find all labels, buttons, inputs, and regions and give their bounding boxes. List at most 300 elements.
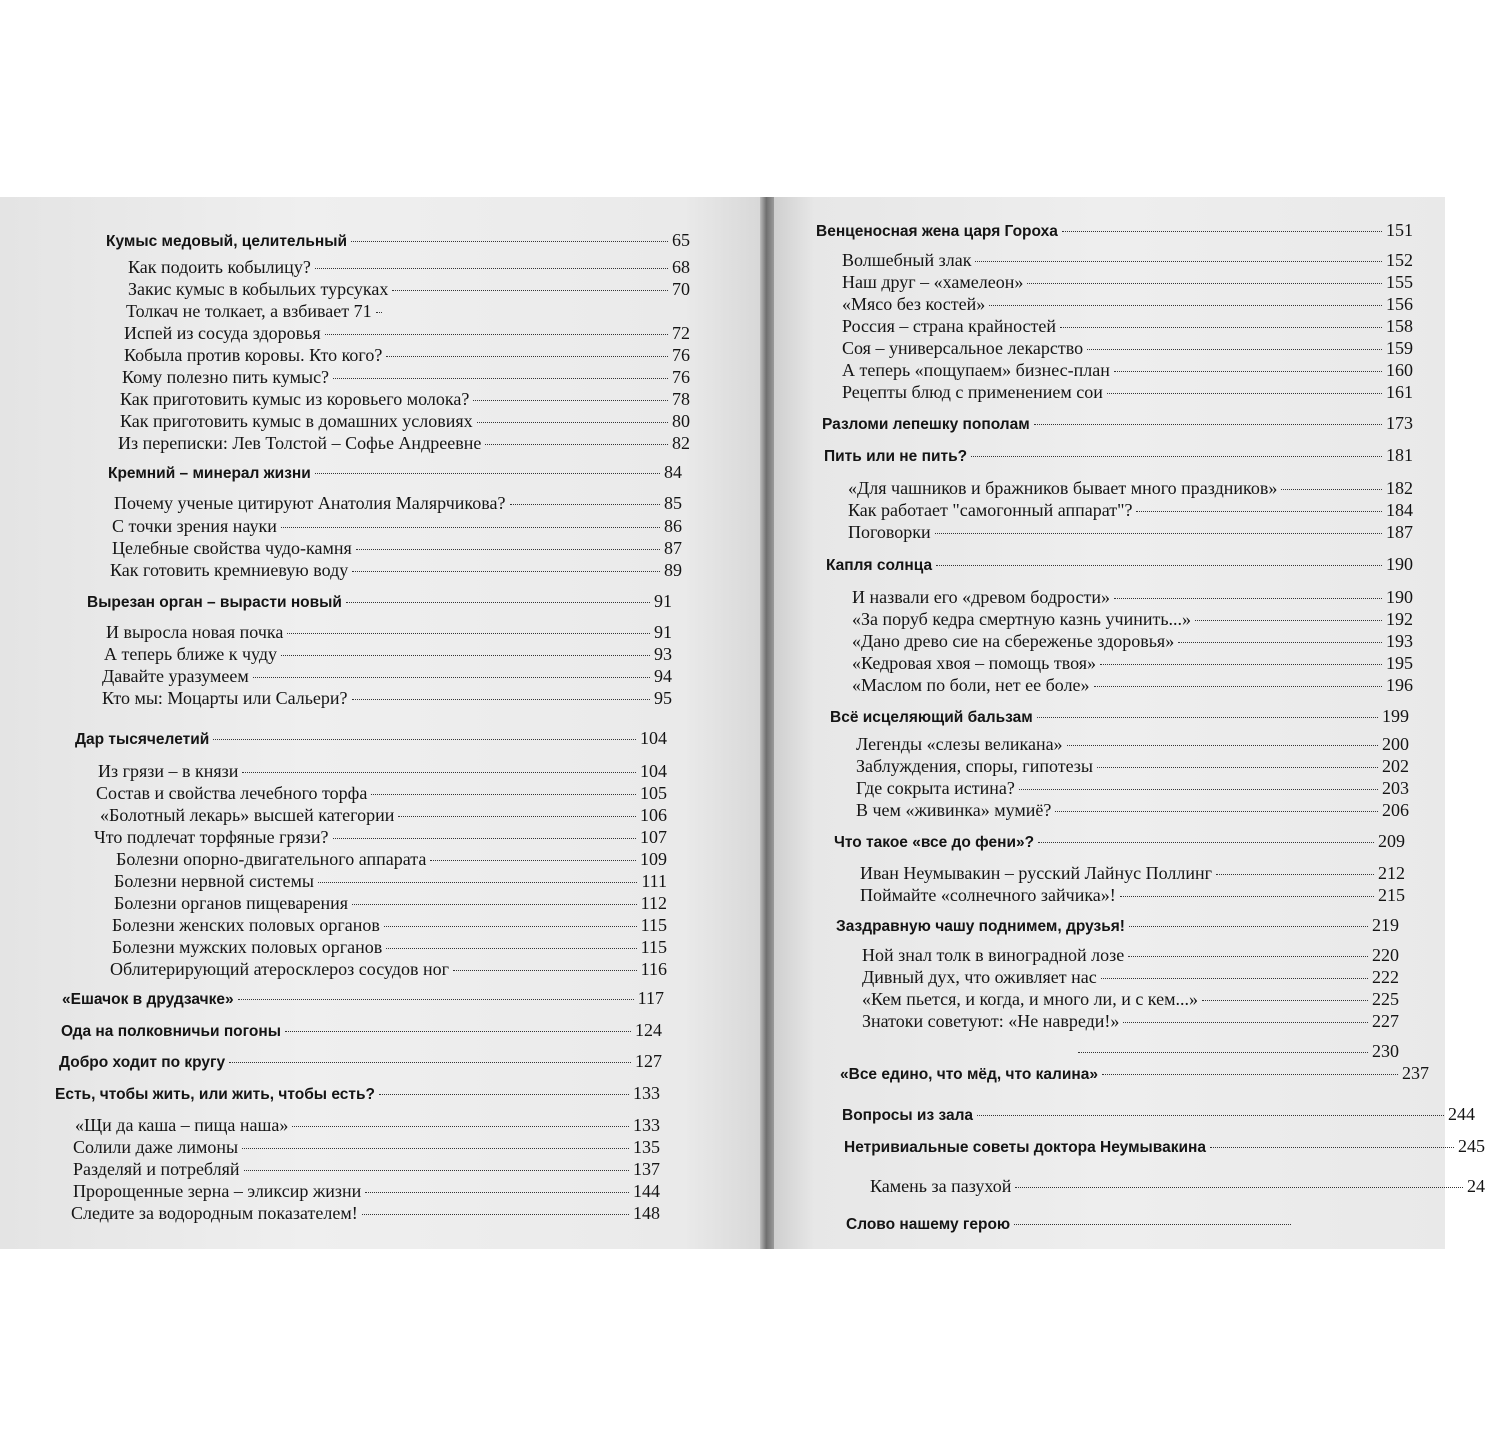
- toc-entry: [120, 389, 690, 411]
- toc-entry: [98, 761, 667, 783]
- right-page: [774, 197, 1485, 1249]
- toc-entry-page: 225: [1372, 989, 1399, 1009]
- toc-entry-page: 104: [640, 728, 667, 748]
- toc-entry-page: 135: [633, 1137, 660, 1157]
- toc-entry: [73, 1137, 660, 1159]
- dot-leader: [1216, 874, 1374, 875]
- toc-entry: [842, 316, 1413, 338]
- toc-entry: [116, 849, 667, 871]
- toc-entry: [852, 653, 1413, 675]
- dot-leader: [386, 356, 668, 357]
- toc-entry: [94, 827, 667, 849]
- toc-entry: [55, 1083, 660, 1105]
- toc-entry-title: Дар тысячелетий: [75, 731, 210, 748]
- toc-entry: [106, 622, 672, 644]
- dot-leader: [362, 1214, 629, 1215]
- toc-entry: [126, 301, 372, 323]
- toc-entry-title: «Ешачок в друдзачке»: [62, 991, 234, 1008]
- dot-leader: [315, 268, 668, 269]
- toc-entry-page: 212: [1378, 863, 1405, 883]
- dot-leader: [1100, 664, 1382, 665]
- toc-entry-title: Болезни мужских половых органов: [112, 937, 383, 957]
- toc-entry-page: 199: [1382, 706, 1409, 726]
- dot-leader: [238, 999, 634, 1000]
- toc-entry-title: Болезни органов пищеварения: [114, 893, 349, 913]
- toc-entry: [100, 805, 667, 827]
- toc-entry-title: Следите за водородным показателем!: [71, 1203, 358, 1223]
- toc-entry: [75, 728, 667, 750]
- toc-entry-page: 184: [1386, 500, 1413, 520]
- toc-entry: [108, 462, 682, 484]
- toc-entry-title: Что такое «все до фени»?: [834, 834, 1035, 851]
- dot-leader: [1014, 1224, 1291, 1225]
- toc-entry-title: Кумыс медовый, целительный: [106, 233, 348, 250]
- toc-entry-title: «Все едино, что мёд, что калина»: [840, 1066, 1099, 1083]
- dot-leader: [1195, 620, 1382, 621]
- toc-entry-title: И назвали его «древом бодрости»: [852, 587, 1110, 607]
- toc-entry-page: 196: [1386, 675, 1413, 695]
- toc-entry-title: Как приготовить кумыс из коровьего молока?: [120, 389, 470, 409]
- dot-leader: [1123, 1022, 1368, 1023]
- toc-entry: [856, 778, 1409, 800]
- toc-entry-title: Ной знал толк в виноградной лозе: [862, 945, 1125, 965]
- toc-entry: [73, 1181, 660, 1203]
- toc-entry: [822, 413, 1413, 435]
- dot-leader: [485, 444, 668, 445]
- dot-leader: [351, 241, 668, 242]
- toc-entry-title: Россия – страна крайностей: [842, 316, 1057, 336]
- toc-entry-page: 148: [633, 1203, 660, 1223]
- dot-leader: [1060, 327, 1382, 328]
- toc-entry-page: 94: [654, 666, 672, 686]
- toc-entry-title: А теперь «пощупаем» бизнес-план: [842, 360, 1110, 380]
- toc-entry: [860, 885, 1405, 907]
- dot-leader: [1078, 1052, 1368, 1053]
- toc-entry-page: 87: [664, 538, 682, 558]
- dot-leader: [935, 533, 1382, 534]
- toc-entry-page: 206: [1382, 800, 1409, 820]
- dot-leader: [1062, 231, 1382, 232]
- dot-leader: [376, 312, 382, 313]
- dot-leader: [1202, 1000, 1368, 1001]
- toc-entry-page: 84: [664, 462, 682, 482]
- dot-leader: [213, 739, 636, 740]
- toc-entry: [124, 323, 690, 345]
- toc-entry-title: Дивный дух, что оживляет нас: [862, 967, 1097, 987]
- toc-entry-page: 104: [640, 761, 667, 781]
- toc-entry: [852, 631, 1413, 653]
- toc-entry: [856, 734, 1409, 756]
- toc-entry-title: Что подлечат торфяные грязи?: [94, 827, 329, 847]
- dot-leader: [975, 261, 1382, 262]
- toc-entry: [860, 863, 1405, 885]
- toc-entry: [842, 338, 1413, 360]
- dot-leader: [430, 860, 636, 861]
- dot-leader: [977, 1115, 1444, 1116]
- toc-entry-title: Камень за пазухой: [870, 1176, 1012, 1196]
- dot-leader: [325, 334, 668, 335]
- toc-entry: [62, 988, 664, 1010]
- dot-leader: [1101, 978, 1368, 979]
- toc-entry-title: Разделяй и потребляй: [73, 1159, 240, 1179]
- toc-entry-page: 182: [1386, 478, 1413, 498]
- dot-leader: [386, 948, 636, 949]
- toc-entry-title: Знатоки советуют: «Не навреди!»: [862, 1011, 1120, 1031]
- toc-entry-page: 161: [1386, 382, 1413, 402]
- toc-entry-title: Поговорки: [848, 522, 931, 542]
- toc-entry: [106, 230, 690, 252]
- dot-leader: [1114, 371, 1382, 372]
- toc-entry-title: И выросла новая почка: [106, 622, 284, 642]
- dot-leader: [318, 882, 637, 883]
- dot-leader: [1102, 1074, 1398, 1075]
- toc-entry-page: 93: [654, 644, 672, 664]
- toc-entry: [61, 1020, 662, 1042]
- toc-entry: [124, 345, 690, 367]
- dot-leader: [352, 904, 637, 905]
- dot-leader: [1114, 598, 1382, 599]
- toc-entry-page: 190: [1386, 554, 1413, 574]
- toc-entry-title: «Для чашников и бражников бывает много праздников»: [848, 478, 1278, 498]
- toc-entry-title: Почему ученые цитируют Анатолия Малярчикова?: [114, 493, 506, 513]
- toc-entry: [862, 945, 1399, 967]
- toc-entry-title: Болезни опорно-двигательного аппарата: [116, 849, 427, 869]
- toc-entry: [842, 294, 1413, 316]
- dot-leader: [1015, 1187, 1463, 1188]
- toc-entry-title: «Кедровая хвоя – помощь твоя»: [852, 653, 1097, 673]
- toc-entry-page: 173: [1386, 413, 1413, 433]
- toc-entry-title: Слово нашему герою: [846, 1216, 1011, 1233]
- toc-entry: [834, 831, 1405, 853]
- dot-leader: [1019, 789, 1378, 790]
- toc-entry: [71, 1203, 660, 1225]
- toc-entry-title: Как готовить кремниевую воду: [110, 560, 349, 580]
- toc-entry-title: Где сокрыта истина?: [856, 778, 1015, 798]
- toc-entry-title: Волшебный злак: [842, 250, 972, 270]
- toc-entry: [836, 915, 1399, 937]
- toc-entry-title: Венценосная жена царя Гороха: [816, 223, 1058, 240]
- dot-leader: [1027, 283, 1382, 284]
- toc-entry-page: 116: [640, 959, 667, 979]
- toc-entry-title: Облитерирующий атеросклероз сосудов ног: [110, 959, 450, 979]
- dot-leader: [1107, 393, 1382, 394]
- toc-entry: [846, 1216, 1295, 1238]
- toc-entry-title: Как подоить кобылицу?: [128, 257, 311, 277]
- toc-entry: [118, 433, 690, 455]
- toc-entry-page: 187: [1386, 522, 1413, 542]
- toc-entry: [102, 688, 672, 710]
- toc-entry-title: Кремний – минерал жизни: [108, 465, 311, 482]
- toc-entry: [114, 871, 667, 893]
- toc-entry: [824, 445, 1413, 467]
- toc-entry-page: 137: [633, 1159, 660, 1179]
- toc-entry: [110, 560, 682, 582]
- toc-entry-title: Капля солнца: [826, 557, 933, 574]
- toc-entry-title: Нетривиальные советы доктора Неумывакина: [844, 1139, 1206, 1156]
- toc-entry-page: 209: [1378, 831, 1405, 851]
- toc-entry: [856, 756, 1409, 778]
- dot-leader: [244, 1170, 629, 1171]
- toc-entry-title: Толкач не толкает, а взбивает 71: [126, 301, 372, 321]
- dot-leader: [1037, 717, 1378, 718]
- toc-entry-title: Разломи лепешку пополам: [822, 416, 1030, 433]
- toc-entry-page: 227: [1372, 1011, 1399, 1031]
- toc-entry-title: «Мясо без костей»: [842, 294, 986, 314]
- dot-leader: [242, 772, 636, 773]
- dot-leader: [1038, 842, 1374, 843]
- toc-entry-title: Есть, чтобы жить, или жить, чтобы есть?: [55, 1086, 375, 1103]
- toc-entry: [112, 516, 682, 538]
- toc-entry-page: 159: [1386, 338, 1413, 358]
- toc-entry-page: 107: [640, 827, 667, 847]
- dot-leader: [365, 1192, 629, 1193]
- toc-entry-page: 91: [654, 591, 672, 611]
- toc-entry-title: Кобыла против коровы. Кто кого?: [124, 345, 383, 365]
- toc-entry-page: 193: [1386, 631, 1413, 651]
- toc-entry-page: 160: [1386, 360, 1413, 380]
- book-gutter: [760, 197, 774, 1249]
- toc-entry: [59, 1051, 662, 1073]
- toc-entry-page: 192: [1386, 609, 1413, 629]
- toc-entry-title: Закис кумыс в кобыльих турсуках: [128, 279, 389, 299]
- dot-leader: [1120, 896, 1374, 897]
- toc-entry: [128, 279, 690, 301]
- toc-entry-page: 72: [672, 323, 690, 343]
- toc-entry-title: Кому полезно пить кумыс?: [122, 367, 330, 387]
- toc-entry-page: 112: [640, 893, 667, 913]
- toc-entry: [848, 522, 1413, 544]
- dot-leader: [971, 456, 1382, 457]
- dot-leader: [253, 677, 650, 678]
- toc-entry: [128, 257, 690, 279]
- toc-entry: [1074, 1041, 1399, 1063]
- toc-entry-page: 124: [635, 1020, 662, 1040]
- toc-entry-page: 117: [637, 988, 664, 1008]
- toc-entry-page: 127: [635, 1051, 662, 1071]
- toc-entry-title: Как работает "самогонный аппарат"?: [848, 500, 1133, 520]
- toc-entry-page: 155: [1386, 272, 1413, 292]
- toc-entry-title: «Болотный лекарь» высшей категории: [100, 805, 395, 825]
- dot-leader: [473, 400, 668, 401]
- toc-entry-page: 237: [1402, 1063, 1429, 1083]
- toc-entry-title: «За поруб кедра смертную казнь учинить...»: [852, 609, 1192, 629]
- toc-entry-title: Иван Неумывакин – русский Лайнус Поллинг: [860, 863, 1213, 883]
- dot-leader: [1210, 1147, 1454, 1148]
- toc-entry-page: 133: [633, 1083, 660, 1103]
- dot-leader: [1087, 349, 1382, 350]
- toc-entry-title: Испей из сосуда здоровья: [124, 323, 321, 343]
- toc-entry: [848, 478, 1413, 500]
- toc-entry-title: «Щи да каша – пища наша»: [75, 1115, 289, 1135]
- toc-entry: [844, 1136, 1485, 1158]
- toc-entry: [73, 1159, 660, 1181]
- toc-entry: [842, 360, 1413, 382]
- toc-entry: [110, 959, 667, 981]
- toc-entry-page: 203: [1382, 778, 1409, 798]
- toc-entry: [112, 538, 682, 560]
- toc-entry: [842, 382, 1413, 404]
- dot-leader: [346, 602, 650, 603]
- toc-entry-title: Поймайте «солнечного зайчика»!: [860, 885, 1116, 905]
- dot-leader: [1281, 489, 1382, 490]
- toc-entry: [848, 500, 1413, 522]
- toc-entry-page: 244: [1448, 1104, 1475, 1124]
- dot-leader: [356, 549, 660, 550]
- toc-entry-title: Кто мы: Моцарты или Сальери?: [102, 688, 348, 708]
- dot-leader: [392, 290, 668, 291]
- toc-entry-page: 105: [640, 783, 667, 803]
- dot-leader: [352, 571, 660, 572]
- toc-entry-title: Пророщенные зерна – эликсир жизни: [73, 1181, 362, 1201]
- toc-entry-title: Болезни нервной системы: [114, 871, 315, 891]
- toc-entry-title: А теперь ближе к чуду: [104, 644, 278, 664]
- dot-leader: [1094, 686, 1382, 687]
- toc-entry-title: Солили даже лимоны: [73, 1137, 239, 1157]
- toc-entry-title: Из переписки: Лев Толстой – Софье Андреевне: [118, 433, 482, 453]
- toc-entry: [114, 893, 667, 915]
- toc-entry-page: 222: [1372, 967, 1399, 987]
- toc-entry-title: «Кем пьется, и когда, и много ли, и с кем...»: [862, 989, 1198, 1009]
- toc-entry-page: 245: [1458, 1136, 1485, 1156]
- dot-leader: [1055, 811, 1378, 812]
- toc-entry-title: Легенды «слезы великана»: [856, 734, 1063, 754]
- toc-entry-title: Добро ходит по кругу: [59, 1054, 226, 1071]
- toc-entry: [87, 591, 672, 613]
- dot-leader: [292, 1126, 629, 1127]
- toc-entry: [870, 1176, 1485, 1198]
- toc-entry: [114, 493, 682, 515]
- dot-leader: [379, 1094, 629, 1095]
- toc-entry-page: 202: [1382, 756, 1409, 776]
- toc-entry-title: Всё исцеляющий бальзам: [830, 709, 1033, 726]
- left-page: [0, 197, 760, 1249]
- dot-leader: [477, 422, 668, 423]
- toc-entry: [826, 554, 1413, 576]
- toc-entry: [122, 367, 690, 389]
- toc-entry: [852, 587, 1413, 609]
- toc-entry-title: Вырезан орган – вырасти новый: [87, 594, 342, 611]
- dot-leader: [510, 504, 661, 505]
- toc-entry-title: Как приготовить кумыс в домашних условиях: [120, 411, 473, 431]
- toc-entry: [842, 1104, 1475, 1126]
- toc-entry-page: 65: [672, 230, 690, 250]
- toc-entry-page: 151: [1386, 220, 1413, 240]
- dot-leader: [281, 655, 650, 656]
- dot-leader: [1129, 926, 1368, 927]
- toc-entry-title: В чем «живинка» мумиё?: [856, 800, 1052, 820]
- toc-entry: [104, 644, 672, 666]
- toc-entry-title: «Дано древо сие на сбереженье здоровья»: [852, 631, 1175, 651]
- toc-entry: [840, 1063, 1429, 1085]
- toc-entry: [75, 1115, 660, 1137]
- toc-entry-page: 76: [672, 367, 690, 387]
- toc-entry-page: 115: [640, 937, 667, 957]
- toc-entry-page: 76: [672, 345, 690, 365]
- toc-entry-page: 95: [654, 688, 672, 708]
- toc-entry: [856, 800, 1409, 822]
- toc-entry: [112, 915, 667, 937]
- toc-entry-page: 89: [664, 560, 682, 580]
- dot-leader: [384, 926, 637, 927]
- toc-entry-title: Болезни женских половых органов: [112, 915, 380, 935]
- toc-entry: [830, 706, 1409, 728]
- dot-leader: [285, 1031, 631, 1032]
- dot-leader: [398, 816, 636, 817]
- toc-entry-page: 190: [1386, 587, 1413, 607]
- dot-leader: [1097, 767, 1378, 768]
- toc-entry-page: 158: [1386, 316, 1413, 336]
- dot-leader: [281, 527, 660, 528]
- dot-leader: [936, 565, 1382, 566]
- toc-entry-title: Давайте уразумеем: [102, 666, 249, 686]
- dot-leader: [371, 794, 636, 795]
- toc-entry-page: 91: [654, 622, 672, 642]
- toc-entry: [120, 411, 690, 433]
- toc-entry-page: 106: [640, 805, 667, 825]
- toc-entry-title: Соя – универсальное лекарство: [842, 338, 1084, 358]
- toc-entry-page: 109: [640, 849, 667, 869]
- toc-entry-page: 82: [672, 433, 690, 453]
- toc-entry-title: Наш друг – «хамелеон»: [842, 272, 1024, 292]
- toc-entry: [112, 937, 667, 959]
- book-spread: [0, 197, 1485, 1249]
- toc-entry-page: 220: [1372, 945, 1399, 965]
- toc-entry: [816, 220, 1413, 242]
- toc-entry-title: Пить или не пить?: [824, 448, 968, 465]
- dot-leader: [242, 1148, 629, 1149]
- toc-entry: [852, 609, 1413, 631]
- dot-leader: [1128, 956, 1368, 957]
- toc-entry-page: 195: [1386, 653, 1413, 673]
- toc-entry-title: Рецепты блюд с применением сои: [842, 382, 1103, 402]
- dot-leader: [352, 699, 650, 700]
- dot-leader: [315, 473, 660, 474]
- toc-entry-title: Заблуждения, споры, гипотезы: [856, 756, 1093, 776]
- toc-entry: [862, 1011, 1399, 1033]
- dot-leader: [1178, 642, 1382, 643]
- toc-entry-title: С точки зрения науки: [112, 516, 277, 536]
- toc-entry: [862, 989, 1399, 1011]
- dot-leader: [453, 970, 637, 971]
- toc-entry-page: 86: [664, 516, 682, 536]
- toc-entry-page: 230: [1372, 1041, 1399, 1061]
- toc-entry: [852, 675, 1413, 697]
- toc-entry-title: Вопросы из зала: [842, 1107, 974, 1124]
- toc-entry-page: 24: [1467, 1176, 1485, 1196]
- dot-leader: [1067, 745, 1378, 746]
- dot-leader: [333, 378, 668, 379]
- toc-entry: [842, 272, 1413, 294]
- toc-entry-page: 85: [664, 493, 682, 513]
- toc-entry-page: 80: [672, 411, 690, 431]
- toc-entry-page: 156: [1386, 294, 1413, 314]
- toc-entry-page: 152: [1386, 250, 1413, 270]
- toc-entry-page: 181: [1386, 445, 1413, 465]
- dot-leader: [1034, 424, 1382, 425]
- toc-entry: [102, 666, 672, 688]
- toc-entry-page: 200: [1382, 734, 1409, 754]
- toc-entry-title: Ода на полковничьи погоны: [61, 1023, 281, 1040]
- toc-entry-page: 219: [1372, 915, 1399, 935]
- dot-leader: [989, 305, 1382, 306]
- dot-leader: [1136, 511, 1382, 512]
- toc-entry: [842, 250, 1413, 272]
- toc-entry-page: 215: [1378, 885, 1405, 905]
- dot-leader: [287, 633, 650, 634]
- toc-entry-page: 70: [672, 279, 690, 299]
- toc-entry-title: Состав и свойства лечебного торфа: [96, 783, 368, 803]
- toc-entry-page: 78: [672, 389, 690, 409]
